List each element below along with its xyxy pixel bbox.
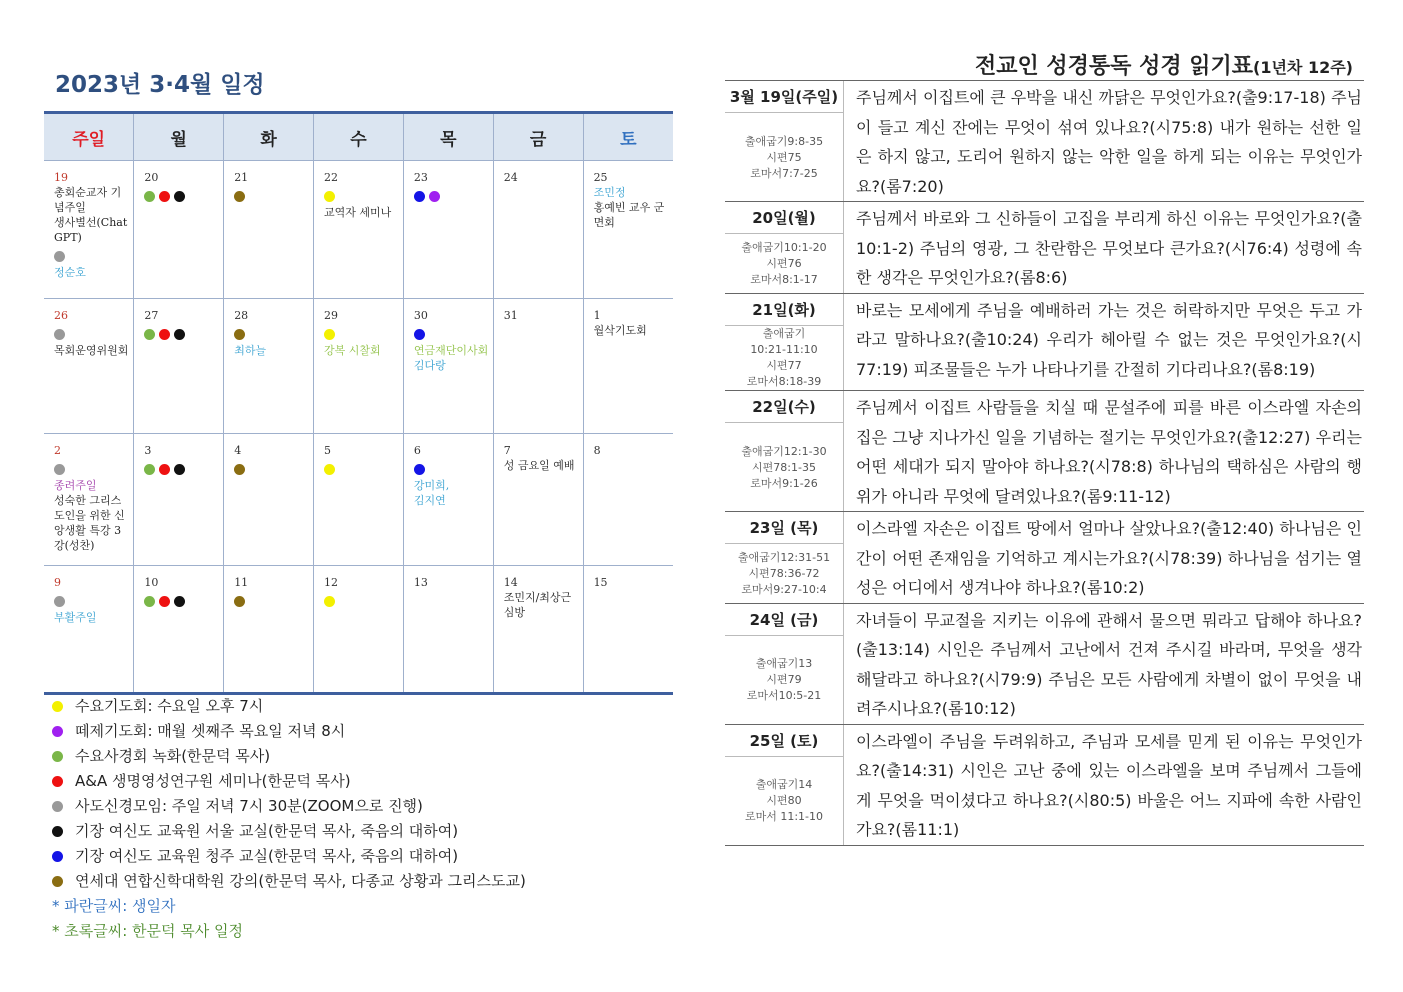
day-number: 6 — [413, 444, 421, 457]
day-number: 5 — [324, 444, 332, 457]
event-dot — [54, 329, 65, 340]
reading-ref: 시편76 — [766, 257, 802, 270]
reading-ref: 로마서10:5-21 — [746, 689, 822, 702]
legend-text: 연세대 연합신학대학원 강의(한문덕 목사, 다종교 상황과 그리스도교) — [75, 872, 526, 890]
reading-date: 25일 (토) — [725, 725, 843, 757]
calendar-day-cell — [493, 161, 583, 299]
calendar-week-row — [44, 434, 673, 566]
reading-day-row — [725, 512, 1364, 604]
legend-text: A&A 생명영성연구원 세미나(한문덕 목사) — [75, 772, 351, 790]
reading-date: 22일(수) — [725, 391, 843, 423]
event-dots — [414, 461, 489, 474]
calendar-event: 최하늘 — [234, 344, 267, 357]
calendar-day-cell — [314, 299, 404, 434]
event-dot — [234, 329, 245, 340]
calendar-day-cell — [44, 434, 134, 566]
calendar-event: 부활주일 — [54, 611, 97, 624]
calendar-day-cell — [134, 434, 224, 566]
reading-day-row — [725, 202, 1364, 294]
calendar-event: 조민지/최상근 심방 — [503, 591, 572, 619]
reading-ref: 시편80 — [766, 794, 802, 807]
day-number: 11 — [234, 576, 249, 589]
reading-questions: 이스라엘 자손은 이집트 땅에서 얼마나 살았나요?(출12:40) 하나님은 인간이 어떤 존재임을 기억하고 계시는가요?(시78:39) 하나님을 섬기는 열성은 어디에서 생겨나야 하나요?(롬10:2) — [856, 519, 1362, 597]
event-dots — [324, 326, 399, 339]
day-number: 19 — [54, 171, 68, 184]
legend-dot — [52, 751, 63, 762]
day-number: 28 — [234, 309, 249, 322]
reading-questions: 주님께서 이집트에 큰 우박을 내신 까닭은 무엇인가요?(출9:17-18) 주님이 들고 계신 잔에는 무엇이 섞여 있나요?(시75:8) 내가 원하는 선한 일은 하지 않고, 도리어 원하지 않는 악한 일을 하게 되는 이유는 무엇인가요?(롬7:20) — [856, 88, 1362, 196]
event-dots — [234, 461, 309, 474]
event-dot — [144, 329, 155, 340]
legend-item — [52, 719, 526, 744]
event-dot — [54, 251, 65, 262]
event-dot — [234, 596, 245, 607]
reading-day-info — [725, 725, 844, 845]
calendar-day-cell — [224, 299, 314, 434]
event-dots — [54, 593, 129, 606]
reading-date: 23일 (목) — [725, 512, 843, 544]
calendar-day-cell — [403, 299, 493, 434]
event-dot — [324, 464, 335, 475]
event-dot — [414, 329, 425, 340]
header-wed: 수 — [314, 113, 404, 161]
header-sat: 토 — [583, 113, 673, 161]
header-fri: 금 — [493, 113, 583, 161]
legend-dot — [52, 876, 63, 887]
reading-day-row — [725, 604, 1364, 725]
calendar-day-cell — [44, 161, 134, 299]
event-dots — [144, 461, 219, 474]
reading-ref: 출애굽기14 — [755, 778, 813, 791]
event-dots — [324, 188, 399, 201]
event-dots — [144, 593, 219, 606]
reading-ref: 로마서8:18-39 — [746, 375, 822, 388]
reading-ref: 시편78:36-72 — [748, 567, 820, 580]
calendar-event: 총회순교자 기념주일 — [54, 186, 122, 214]
event-dots — [144, 326, 219, 339]
reading-refs — [725, 544, 843, 598]
calendar-day-cell — [44, 566, 134, 694]
day-number: 26 — [54, 309, 68, 322]
day-number: 13 — [413, 576, 428, 589]
day-number: 9 — [54, 576, 61, 589]
calendar-day-cell — [134, 299, 224, 434]
reading-questions: 바로는 모세에게 주님을 예배하러 가는 것은 허락하지만 무엇은 두고 가라고 말하나요?(출10:24) 우리가 헤아릴 수 없는 것은 무엇인가요?(시77:19) 피조물들은 누가 나타나기를 간절히 기다리나요?(롬8:19) — [856, 300, 1362, 379]
event-dot — [234, 191, 245, 202]
reading-day-row — [725, 294, 1364, 392]
event-dots — [414, 326, 489, 339]
calendar-day-cell — [134, 161, 224, 299]
legend-item — [52, 769, 526, 794]
calendar-day-cell — [224, 161, 314, 299]
event-dot — [159, 191, 170, 202]
calendar-day-cell — [493, 566, 583, 694]
reading-ref: 로마서7:7-25 — [750, 166, 818, 180]
calendar-event: 정순호 — [54, 266, 86, 279]
reading-title-main: 전교인 성경통독 성경 읽기표 — [975, 54, 1254, 79]
legend-text: 수요사경회 녹화(한문덕 목사) — [75, 747, 271, 765]
reading-ref: 로마서9:27-10:4 — [741, 583, 827, 596]
event-dot — [159, 329, 170, 340]
reading-refs — [725, 757, 843, 826]
day-number: 12 — [324, 576, 339, 589]
reading-date: 21일(화) — [725, 294, 843, 326]
legend-text: 기장 여신도 교육원 청주 교실(한문덕 목사, 죽음의 대하여) — [75, 847, 459, 865]
event-dot — [324, 329, 335, 340]
reading-ref: 출애굽기 — [762, 327, 806, 340]
reading-refs — [725, 326, 843, 391]
legend-item — [52, 819, 526, 844]
event-dots — [234, 593, 309, 606]
day-number: 15 — [593, 576, 608, 589]
event-dot — [414, 191, 425, 202]
note-blue-birthday: * 파란글씨: 생일자 — [52, 897, 176, 915]
reading-refs — [725, 234, 843, 288]
legend-dot — [52, 826, 63, 837]
event-dots — [414, 188, 489, 201]
reading-ref: 출애굽기13 — [755, 657, 813, 670]
day-number: 7 — [503, 444, 511, 457]
day-number: 1 — [593, 309, 601, 322]
event-dot — [174, 329, 185, 340]
calendar-header-row — [44, 113, 673, 161]
legend-item — [52, 869, 526, 894]
reading-ref: 로마서 11:1-10 — [744, 810, 824, 823]
calendar-event: 강복 시찰회 — [324, 344, 381, 357]
reading-day-info — [725, 202, 844, 293]
day-number: 10 — [144, 576, 159, 589]
event-dot — [159, 464, 170, 475]
day-number: 20 — [144, 171, 159, 184]
legend-dot — [52, 851, 63, 862]
reading-ref: 출애굽기9:8-35 — [744, 134, 824, 148]
header-tue: 화 — [224, 113, 314, 161]
reading-day-info — [725, 512, 844, 603]
calendar-event: 연금재단이사회 — [413, 344, 489, 357]
event-dot — [174, 596, 185, 607]
day-number: 27 — [144, 309, 159, 322]
calendar-week-row — [44, 161, 673, 299]
day-number: 14 — [503, 576, 518, 589]
calendar-day-cell — [583, 161, 673, 299]
day-number: 24 — [503, 171, 518, 184]
calendar-day-cell — [314, 161, 404, 299]
event-dot — [414, 464, 425, 475]
header-mon: 월 — [134, 113, 224, 161]
reading-date: 3월 19일(주일) — [725, 81, 843, 113]
reading-day-row — [725, 725, 1364, 846]
calendar-event: 조민정 — [593, 186, 626, 199]
event-dot — [54, 464, 65, 475]
reading-ref: 시편79 — [766, 673, 802, 686]
reading-refs — [725, 423, 843, 492]
calendar-event: 성 금요일 예배 — [503, 459, 575, 472]
reading-refs — [725, 636, 843, 705]
legend-text: 수요기도회: 수요일 오후 7시 — [75, 697, 264, 715]
reading-refs — [725, 113, 843, 182]
reading-title-sub: (1년차 12주) — [1253, 58, 1353, 77]
calendar-day-cell — [314, 566, 404, 694]
reading-day-info — [725, 294, 844, 391]
event-dots — [234, 188, 309, 201]
calendar-event: 홍예빈 교우 군면회 — [593, 201, 665, 229]
reading-questions: 자녀들이 무교절을 지키는 이유에 관해서 물으면 뭐라고 답해야 하나요?(출13:14) 시인은 주님께서 고난에서 건져 주시길 바라며, 무엇을 생각해달라고 하나요?(시79:9) 주님은 모든 사람에게 차별이 없이 무엇을 내려주시나요?(롬10:12) — [856, 610, 1362, 718]
reading-ref: 로마서8:1-17 — [750, 273, 818, 286]
day-number: 31 — [503, 309, 518, 322]
reading-ref: 출애굽기12:1-30 — [741, 444, 827, 458]
day-number: 4 — [234, 444, 242, 457]
reading-ref: 시편77 — [766, 359, 802, 372]
calendar-title: 2023년 3·4월 일정 — [55, 72, 265, 98]
calendar-day-cell — [134, 566, 224, 694]
legend-dot — [52, 776, 63, 787]
event-dots — [144, 188, 219, 201]
calendar-event: 성숙한 그리스도인을 위한 신앙생활 특강 3강(성찬) — [54, 494, 125, 552]
calendar-day-cell — [403, 434, 493, 566]
day-number: 23 — [413, 171, 428, 184]
calendar-table — [44, 111, 673, 695]
event-dots — [234, 326, 309, 339]
event-dot — [144, 191, 155, 202]
day-number: 21 — [234, 171, 249, 184]
event-dot — [174, 191, 185, 202]
note-green-pastor: * 초록글씨: 한문덕 목사 일정 — [52, 922, 244, 940]
calendar-week-row — [44, 299, 673, 434]
event-dot — [144, 464, 155, 475]
calendar-day-cell — [224, 566, 314, 694]
event-dots — [324, 461, 399, 474]
reading-ref: 10:21-11:10 — [750, 343, 818, 356]
event-dot — [234, 464, 245, 475]
calendar-event: 월삭기도회 — [593, 324, 647, 337]
legend-item — [52, 794, 526, 819]
reading-ref: 시편75 — [766, 150, 802, 164]
reading-day-info — [725, 604, 844, 724]
event-dot — [144, 596, 155, 607]
day-number: 3 — [144, 444, 152, 457]
reading-date: 20일(월) — [725, 202, 843, 234]
event-dot — [324, 191, 335, 202]
calendar-event: 종려주일 — [54, 479, 97, 492]
day-number: 25 — [593, 171, 608, 184]
reading-questions: 이스라엘이 주님을 두려워하고, 주님과 모세를 믿게 된 이유는 무엇인가요?(출14:31) 시인은 고난 중에 있는 이스라엘을 보며 주님께서 그들에게 무엇을 먹이셨다고 하나요?(시80:5) 바울은 어느 지파에 속한 사람인가요?(롬11:1) — [856, 731, 1362, 839]
event-dot — [159, 596, 170, 607]
reading-questions: 주님께서 바로와 그 신하들이 고집을 부리게 하신 이유는 무엇인가요?(출10:1-2) 주님의 영광, 그 찬란함은 무엇보다 큰가요?(시76:4) 성령에 속한 생각은 무엇인가요?(롬8:6) — [856, 209, 1362, 287]
event-dots — [324, 593, 399, 606]
legend-item — [52, 844, 526, 869]
legend-item — [52, 694, 526, 719]
calendar-day-cell — [493, 434, 583, 566]
day-number: 30 — [413, 309, 428, 322]
calendar-week-row — [44, 566, 673, 694]
legend-text: 사도신경모임: 주일 저녁 7시 30분(ZOOM으로 진행) — [75, 797, 423, 815]
event-dot — [174, 464, 185, 475]
reading-day-row — [725, 81, 1364, 202]
day-number: 29 — [324, 309, 339, 322]
legend — [52, 694, 526, 944]
reading-ref: 로마서9:1-26 — [750, 476, 818, 490]
day-number: 2 — [54, 444, 61, 457]
calendar-day-cell — [583, 566, 673, 694]
calendar-event: 김다랑 — [413, 359, 446, 372]
header-sun: 주일 — [44, 113, 134, 161]
reading-day-info — [725, 81, 844, 201]
event-dot — [54, 596, 65, 607]
reading-ref: 시편78:1-35 — [752, 460, 816, 474]
legend-text: 떼제기도회: 매월 셋째주 목요일 저녁 8시 — [75, 722, 346, 740]
event-dot — [324, 596, 335, 607]
reading-questions: 주님께서 이집트 사람들을 치실 때 문설주에 피를 바른 이스라엘 자손의 집은 그냥 지나가신 일을 기념하는 절기는 무엇인가요?(출12:27) 우리는 어떤 세대가 되지 말아야 하나요?(시78:8) 하나님의 택하심은 사람의 행위가 아니라 무엇에 달려있나요?(롬9:11-12) — [856, 398, 1362, 506]
calendar-event: 생사별선(Chat GPT) — [54, 216, 128, 244]
calendar-event: 강미희, — [413, 479, 450, 492]
event-dots — [54, 461, 129, 474]
calendar-day-cell — [583, 299, 673, 434]
event-dot — [429, 191, 440, 202]
calendar-day-cell — [314, 434, 404, 566]
calendar-day-cell — [403, 566, 493, 694]
legend-dot — [52, 726, 63, 737]
legend-item — [52, 744, 526, 769]
reading-table — [725, 80, 1364, 846]
day-number: 22 — [324, 171, 339, 184]
calendar-event: 목회운영위원회 — [54, 344, 129, 357]
legend-text: 기장 여신도 교육원 서울 교실(한문덕 목사, 죽음의 대하여) — [75, 822, 459, 840]
calendar-day-cell — [493, 299, 583, 434]
event-dots — [54, 248, 129, 261]
calendar-event: 교역자 세미나 — [324, 206, 392, 219]
legend-dot — [52, 701, 63, 712]
calendar-day-cell — [44, 299, 134, 434]
calendar-event: 김지연 — [413, 494, 446, 507]
calendar-day-cell — [583, 434, 673, 566]
legend-dot — [52, 801, 63, 812]
calendar-day-cell — [403, 161, 493, 299]
reading-ref: 출애굽기12:31-51 — [737, 551, 831, 564]
event-dots — [54, 326, 129, 339]
reading-title — [975, 49, 1353, 80]
reading-day-info — [725, 391, 844, 511]
reading-ref: 출애굽기10:1-20 — [741, 241, 827, 254]
calendar-day-cell — [224, 434, 314, 566]
day-number: 8 — [593, 444, 601, 457]
header-thu: 목 — [403, 113, 493, 161]
reading-date: 24일 (금) — [725, 604, 843, 636]
reading-day-row — [725, 391, 1364, 512]
